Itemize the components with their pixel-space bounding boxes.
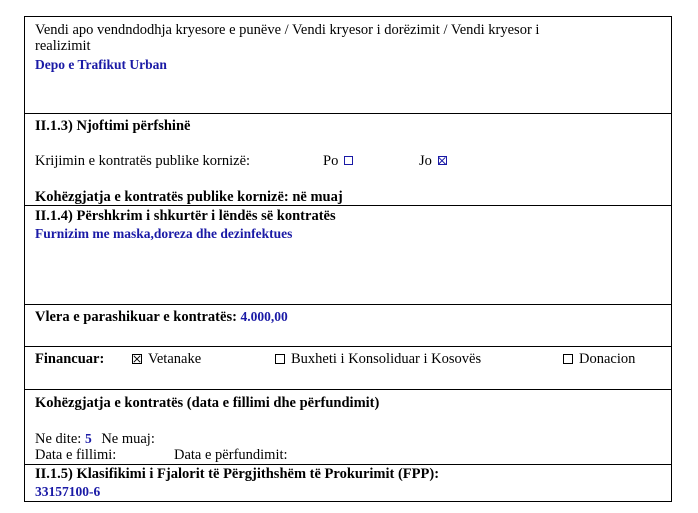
section-estimated-value xyxy=(25,305,671,347)
estimated-value-label: Vlera e parashikuar e kontratës: xyxy=(35,309,237,325)
financing-option-donation-label: Donacion xyxy=(579,351,636,367)
procurement-form xyxy=(24,16,672,502)
checkbox-icon[interactable] xyxy=(275,354,285,364)
cpv-heading: II.1.5) Klasifikimi i Fjalorit të Përgjithshëm të Prokurimit (FPP): xyxy=(35,466,440,482)
section-financing xyxy=(25,347,671,390)
section-short-description xyxy=(25,206,671,305)
place-value: Depo e Trafikut Urban xyxy=(35,57,167,72)
section-contract-duration xyxy=(25,390,671,465)
financing-option-own[interactable] xyxy=(132,351,201,367)
days-value: 5 xyxy=(84,431,92,446)
checkbox-no-checked-icon[interactable] xyxy=(438,156,447,165)
financing-option-own-label: Vetanake xyxy=(148,351,202,367)
financing-option-budget-label: Buxheti i Konsoliduar i Kosovës xyxy=(291,351,482,367)
section-place-of-delivery xyxy=(25,17,671,114)
option-no-label: Jo xyxy=(419,153,432,169)
cpv-code: 33157100-6 xyxy=(35,484,101,499)
place-label-cont: realizimit xyxy=(35,38,91,54)
option-no[interactable] xyxy=(419,153,447,169)
financing-option-donation[interactable] xyxy=(563,351,635,367)
estimated-value-line xyxy=(35,309,288,325)
months-label: Ne muaj: xyxy=(101,431,155,447)
duration-days-line xyxy=(35,431,155,447)
section-notice-includes xyxy=(25,114,671,206)
framework-duration-label: Kohëzgjatja e kontratës publike kornizë: në muaj xyxy=(35,189,343,205)
notice-heading: II.1.3) Njoftimi përfshinë xyxy=(35,118,191,134)
start-date-label: Data e fillimi: xyxy=(35,447,117,463)
checkbox-checked-icon[interactable] xyxy=(132,354,142,364)
framework-label: Krijimin e kontratës publike kornizë: xyxy=(35,153,251,169)
option-yes-label: Po xyxy=(323,153,339,169)
estimated-value-amount: 4.000,00 xyxy=(240,309,288,324)
duration-heading: Kohëzgjatja e kontratës (data e fillimi dhe përfundimit) xyxy=(35,395,380,411)
description-value: Furnizim me maska,doreza dhe dezinfektues xyxy=(35,226,293,241)
end-date-label: Data e përfundimit: xyxy=(174,447,288,463)
place-label: Vendi apo vendndodhja kryesore e punëve / Vendi kryesor i dorëzimit / Vendi kryesor i xyxy=(35,22,540,38)
financing-label: Financuar: xyxy=(35,351,105,367)
description-heading: II.1.4) Përshkrim i shkurtër i lëndës së kontratës xyxy=(35,208,336,224)
days-label: Ne dite: xyxy=(35,431,82,447)
section-cpv xyxy=(25,465,671,501)
financing-option-budget[interactable] xyxy=(275,351,481,367)
option-yes[interactable] xyxy=(323,153,353,169)
checkbox-yes-icon[interactable] xyxy=(344,156,353,165)
checkbox-icon[interactable] xyxy=(563,354,573,364)
